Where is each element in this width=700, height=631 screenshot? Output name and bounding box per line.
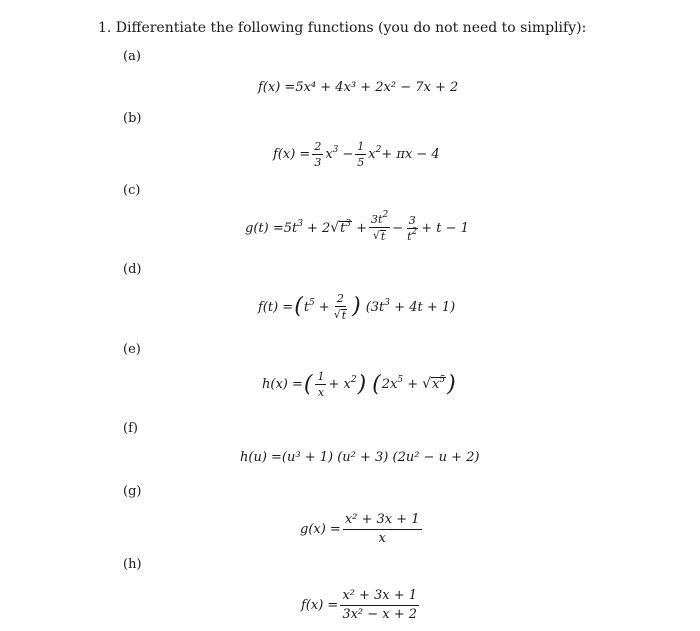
equation-g-lhs: g(x) = [300, 522, 341, 537]
fraction-1-over-x: $\frac{1}{x}$ [317, 370, 325, 399]
equation-f-body: (u³ + 1) (u² + 3) (2u² − u + 2) [281, 450, 480, 465]
equation-g [300, 512, 424, 547]
equation-e-lhs: h(x) = [262, 377, 303, 392]
label-b: (b) [123, 111, 142, 126]
label-f: (f) [123, 421, 138, 436]
equation-b-lhs: f(x) = [273, 147, 311, 162]
equation-d-lhs: f(t) = [258, 299, 294, 315]
equation-c: g(t) = $5t^3$ + 2 √ $t^3$ + $3t^2$ √ t − $\frac{3}{t^2}$ + t − 1 [245, 210, 469, 243]
equation-b-rest: + πx − 4 [381, 147, 440, 162]
label-g: (g) [123, 484, 142, 499]
fraction-g-denominator: x [378, 531, 386, 546]
equation-a-lhs: f(x) = [258, 80, 296, 95]
fraction-g [343, 512, 422, 547]
fraction-3t2-over-sqrt-t: $3t^2$ √ t [371, 210, 389, 243]
equation-a-body: 5x⁴ + 4x³ + 2x² − 7x + 2 [295, 80, 459, 95]
fraction-h-numerator: x² + 3x + 1 [340, 588, 419, 606]
equation-a [258, 80, 458, 95]
equation-f [240, 450, 479, 465]
equation-c-lhs: g(t) = [245, 220, 284, 236]
fraction-2-over-sqrt-t: 2 √ t [333, 292, 347, 322]
equation-h [301, 588, 421, 623]
sqrt-t-cubed: √ $t^3$ [330, 218, 352, 236]
label-d: (d) [123, 262, 142, 277]
equation-e: h(x) = ( $\frac{1}{x}$ + $x^2$ ) ( $2x^5$ + √ $x^5$ ) [262, 370, 456, 399]
fraction-h [340, 588, 419, 623]
label-h: (h) [123, 557, 142, 572]
fraction-3-over-t2: $\frac{3}{t^2}$ [407, 213, 418, 243]
fraction-h-denominator: 3x² − x + 2 [342, 607, 418, 622]
label-a: (a) [123, 49, 141, 64]
fraction-one-fifth: $\frac{1}{5}$ [357, 140, 365, 169]
equation-f-lhs: h(u) = [240, 450, 282, 465]
equation-h-lhs: f(x) = [301, 598, 339, 613]
sqrt-x-fifth: √ $x^5$ [422, 375, 446, 392]
equation-d: f(t) = ( $t^5$ + 2 √ t ) $(3t^3 + 4t + 1)$ [258, 292, 456, 322]
fraction-g-numerator: x² + 3x + 1 [343, 512, 422, 530]
label-e: (e) [123, 342, 141, 357]
problem-heading: 1. Differentiate the following functions (you do not need to simplify): [98, 20, 587, 36]
label-c: (c) [123, 183, 141, 198]
fraction-two-thirds: $\frac{2}{3}$ [314, 140, 322, 169]
equation-c-rest: + t − 1 [421, 220, 469, 236]
equation-b: f(x) = $\frac{2}{3}$ $x^3$ − $\frac{1}{5}$ $x^2$ + πx − 4 [273, 140, 440, 169]
